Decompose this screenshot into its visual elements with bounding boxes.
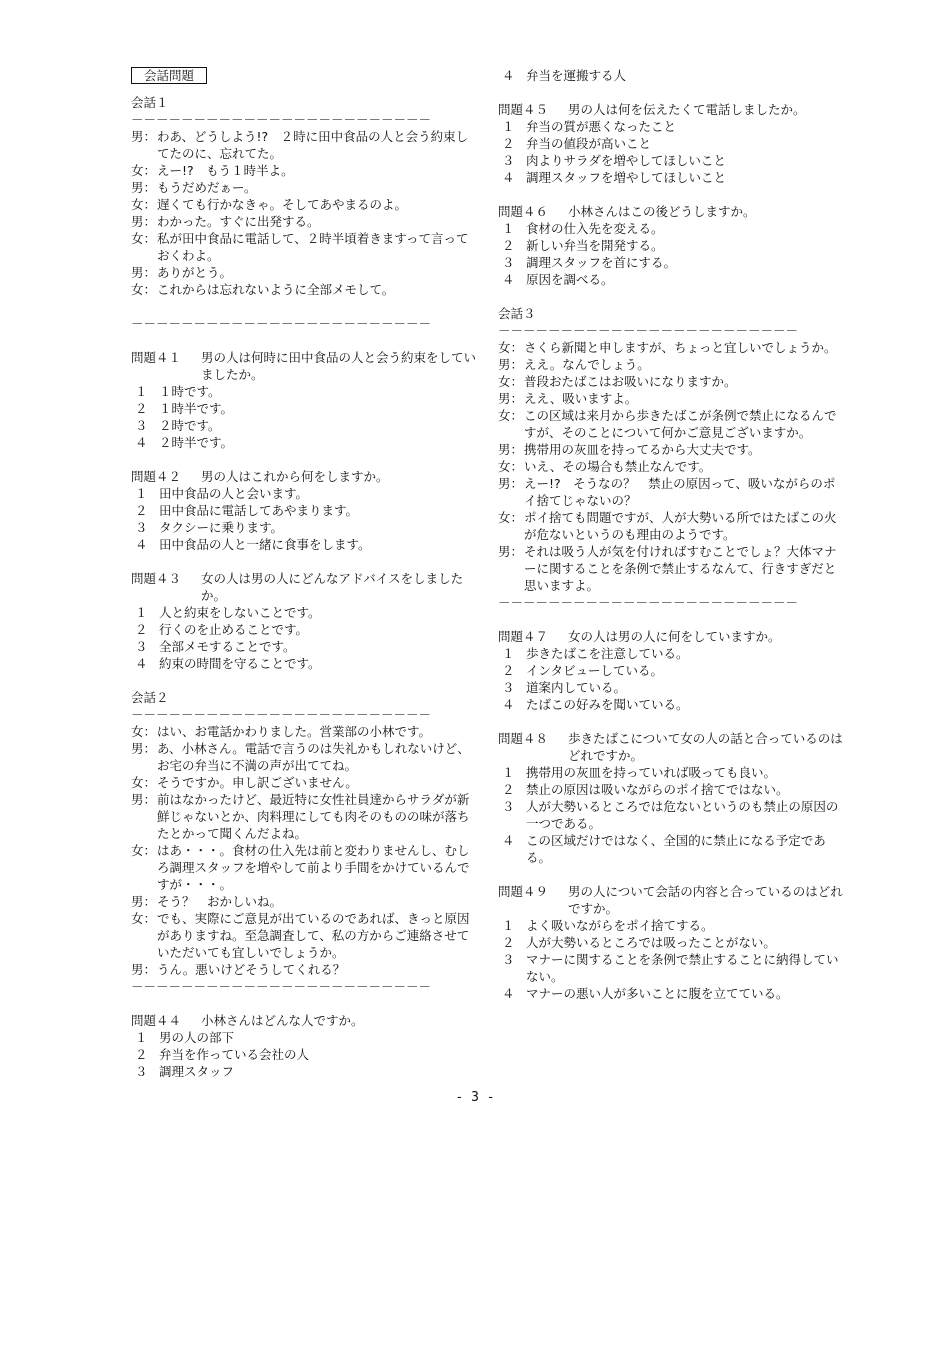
- dialogue-line: 男： えー!? そうなの？ 禁止の原因って、吸いながらのポイ捨てじゃないの？: [498, 476, 836, 508]
- answer-option: ４ 原因を調べる。: [502, 272, 614, 287]
- answer-option: ３ 人が大勢いるところでは危ないというのも禁止の原因の一つである。: [502, 799, 839, 831]
- answer-option: ３ ２時です。: [135, 418, 221, 433]
- dialogue-title: 会話３: [498, 306, 536, 321]
- answer-option: ４ たばこの好みを聞いている。: [502, 697, 689, 712]
- answer-option: ３ 道案内している。: [502, 680, 627, 695]
- question-41: [131, 349, 476, 451]
- separator: －－－－－－－－－－－－－－－－－－－－－－－－: [131, 979, 432, 994]
- answer-option: １ 人と約束をしないことです。: [135, 605, 321, 620]
- dialogue-line: 女： でも、実際にご意見が出ているのであれば、きっと原因がありますね。至急調査して、私の方からご連絡させていただいても宜しいでしょうか。: [131, 911, 470, 960]
- dialogue-line: 女： 普段おたばこはお吸いになりますか。: [498, 374, 737, 389]
- dialogue-line: 女： いえ、その場合も禁止なんです。: [498, 459, 712, 474]
- question-text: 男の人は何時に田中食品の人と会う約束をしていましたか。: [201, 350, 477, 382]
- dialogue-line: 男： あ、小林さん。電話で言うのは失礼かもしれないけど、お宅の弁当に不満の声が出ててね。: [131, 741, 470, 773]
- dialogue-line: 男： うん。悪いけどそうしてくれる？: [131, 962, 346, 977]
- answer-option: ２ 弁当の値段が高いこと: [502, 136, 652, 151]
- question-43: [131, 570, 476, 672]
- answer-option: ２ 田中食品に電話してあやまります。: [135, 503, 359, 518]
- question-46: [498, 203, 843, 288]
- dialogue-line: 男： 前はなかったけど、最近特に女性社員達からサラダが新鮮じゃないとか、肉料理にしても肉そのものの味が落ちたとかって聞くんだよね。: [131, 792, 470, 841]
- dialogue-line: 男： それは吸う人が気を付ければすむことでしょ？大体マナーに関することを条例で禁止するなんて、行きすぎだと思いますよ。: [498, 544, 837, 593]
- question-42: [131, 468, 476, 553]
- separator: －－－－－－－－－－－－－－－－－－－－－－－－: [498, 323, 799, 338]
- question-text: 小林さんはこの後どうしますか。: [568, 204, 756, 219]
- question-text: 女の人は男の人にどんなアドバイスをしましたか。: [201, 571, 464, 603]
- question-45: [498, 101, 843, 186]
- answer-option: ２ 行くのを止めることです。: [135, 622, 309, 637]
- dialogue-line: 女： ポイ捨ても問題ですが、人が大勢いる所ではたばこの火が危ないというのも理由のようです。: [498, 510, 837, 542]
- answer-option: １ よく吸いながらをポイ捨てする。: [502, 918, 714, 933]
- separator: －－－－－－－－－－－－－－－－－－－－－－－－: [131, 707, 432, 722]
- question-number: 問題４４: [131, 1013, 182, 1028]
- dialogue-line: 女： えー!? もう１時半よ。: [131, 163, 294, 178]
- separator: －－－－－－－－－－－－－－－－－－－－－－－－: [131, 316, 432, 331]
- dialogue-line: 男： そう？ おかしいね。: [131, 894, 283, 909]
- answer-option: ４ ２時半です。: [135, 435, 234, 450]
- dialogue-3: [498, 305, 843, 611]
- question-number: 問題４６: [498, 204, 549, 219]
- dialogue-line: 女： この区域は来月から歩きたばこが条例で禁止になるんですが、そのことについて何かご意見ございますか。: [498, 408, 837, 440]
- question-48: [498, 730, 843, 866]
- answer-option: ３ 調理スタッフを首にする。: [502, 255, 677, 270]
- question-number: 問題４８: [498, 731, 549, 746]
- answer-option: ３ 肉よりサラダを増やしてほしいこと: [502, 153, 726, 168]
- dialogue-line: 男： わかった。すぐに出発する。: [131, 214, 320, 229]
- answer-option: ４ 約束の時間を守ることです。: [135, 656, 321, 671]
- dialogue-line: 男： ええ。なんでしょう。: [498, 357, 650, 372]
- question-number: 問題４１: [131, 350, 182, 365]
- answer-option: １ 食材の仕入先を変える。: [502, 221, 664, 236]
- question-number: 問題４２: [131, 469, 182, 484]
- separator: －－－－－－－－－－－－－－－－－－－－－－－－: [131, 112, 432, 127]
- dialogue-lines: [131, 128, 476, 298]
- question-text: 男の人について会話の内容と合っているのはどれですか。: [568, 884, 843, 916]
- answer-option: ３ 調理スタッフ: [135, 1064, 235, 1079]
- dialogue-1: [131, 94, 476, 332]
- question-text: 小林さんはどんな人ですか。: [201, 1013, 364, 1028]
- dialogue-2: [131, 689, 476, 995]
- question-47: [498, 628, 843, 713]
- answer-option: ２ 弁当を作っている会社の人: [135, 1047, 310, 1062]
- dialogue-line: 女： これからは忘れないように全部メモして。: [131, 282, 395, 297]
- question-number: 問題４５: [498, 102, 549, 117]
- dialogue-line: 女： はあ・・・。食材の仕入先は前と変わりませんし、むしろ調理スタッフを増やして前より手間をかけているんですが・・・。: [131, 843, 470, 892]
- question-text: 男の人はこれから何をしますか。: [201, 469, 389, 484]
- answer-option: １ １時です。: [135, 384, 221, 399]
- answer-option: ２ インタビューしている。: [502, 663, 664, 678]
- dialogue-line: 女： 遅くても行かなきゃ。そしてあやまるのよ。: [131, 197, 408, 212]
- dialogue-line: 男： もうだめだぁー。: [131, 180, 257, 195]
- answer-option: ３ タクシーに乗ります。: [135, 520, 284, 535]
- left-column: [131, 67, 476, 1080]
- dialogue-line: 女： さくら新聞と申しますが、ちょっと宜しいでしょうか。: [498, 340, 837, 355]
- page-number: - 3 -: [455, 1090, 495, 1105]
- answer-option: ４ 調理スタッフを増やしてほしいこと: [502, 170, 727, 185]
- answer-option: ４ この区域だけではなく、全国的に禁止になる予定である。: [502, 833, 826, 865]
- question-44: [131, 1012, 476, 1080]
- question-text: 男の人は何を伝えたくて電話しましたか。: [568, 102, 806, 117]
- dialogue-line: 男： 携帯用の灰皿を持ってるから大丈夫です。: [498, 442, 761, 457]
- answer-option: ３ マナーに関することを条例で禁止することに納得していない。: [502, 952, 839, 984]
- answer-option: ３ 全部メモすることです。: [135, 639, 296, 654]
- dialogue-line: 女： そうですか。申し訳ございません。: [131, 775, 358, 790]
- question-number: 問題４３: [131, 571, 182, 586]
- answer-option: １ 男の人の部下: [135, 1030, 235, 1045]
- dialogue-line: 男： ええ、吸いますよ。: [498, 391, 638, 406]
- dialogue-title: 会話２: [131, 690, 169, 705]
- dialogue-title: 会話１: [131, 95, 169, 110]
- answer-option: ２ 禁止の原因は吸いながらのポイ捨てではない。: [502, 782, 789, 797]
- question-49: [498, 883, 843, 1002]
- answer-option: ４ 田中食品の人と一緒に食事をします。: [135, 537, 371, 552]
- answer-option: ２ 人が大勢いるところでは吸ったことがない。: [502, 935, 776, 950]
- question-text: 女の人は男の人に何をしていますか。: [568, 629, 781, 644]
- right-column: [498, 67, 843, 1002]
- dialogue-line: 男： ありがとう。: [131, 265, 233, 280]
- dialogue-line: 女： はい、お電話かわりました。営業部の小林です。: [131, 724, 432, 739]
- dialogue-line: 女： 私が田中食品に電話して、２時半頃着きますって言っておくわよ。: [131, 231, 469, 263]
- answer-option: １ 携帯用の灰皿を持っていれば吸っても良い。: [502, 765, 777, 780]
- answer-option: ４ 弁当を運搬する人: [502, 68, 627, 83]
- question-number: 問題４７: [498, 629, 549, 644]
- answer-option: ２ １時半です。: [135, 401, 234, 416]
- answer-option: １ 弁当の質が悪くなったこと: [502, 119, 677, 134]
- question-number: 問題４９: [498, 884, 549, 899]
- section-title: 会話問題: [131, 67, 476, 84]
- separator: －－－－－－－－－－－－－－－－－－－－－－－－: [498, 595, 799, 610]
- answer-option: １ 田中食品の人と会います。: [135, 486, 309, 501]
- answer-option: １ 歩きたばこを注意している。: [502, 646, 689, 661]
- question-text: 歩きたばこについて女の人の話と合っているのはどれですか。: [568, 731, 843, 763]
- answer-option: ２ 新しい弁当を開発する。: [502, 238, 664, 253]
- answer-option: ４ マナーの悪い人が多いことに腹を立てている。: [502, 986, 789, 1001]
- dialogue-line: 男： わあ、どうしよう!? ２時に田中食品の人と会う約束してたのに、忘れてた。: [131, 129, 469, 161]
